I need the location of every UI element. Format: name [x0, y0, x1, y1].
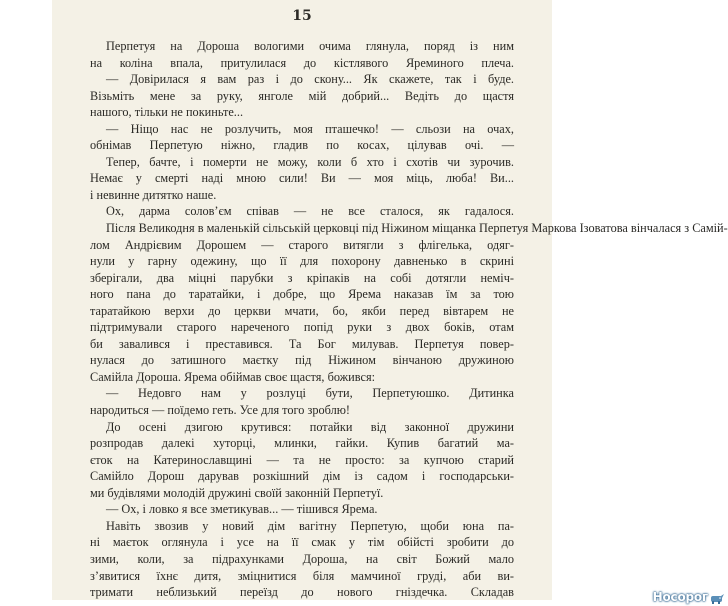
- text-line: Самійло Дорош дарував розкішний дім із садом і господарськи-: [90, 469, 514, 484]
- text-line: лом Андрієвим Дорошем — старого витягли з флігелька, одяг-: [90, 237, 514, 252]
- text-line: Самійла Дороша. Ярема обіймав своє щастя, божився:: [90, 369, 376, 384]
- text-line: Ох, дарма солов’єм співав — не все сталося, як гадалося.: [106, 204, 514, 219]
- text-line: зими, коли, за підрахунками Дороша, на світ Божий мало: [90, 551, 514, 566]
- page-number: 15: [292, 8, 312, 24]
- text-line: Після Великодня в маленькій сільській церковці під Ніжином міщанка Перпетуя Маркова Ізоватова вінчалася з Самій-: [106, 221, 728, 236]
- text-line: підтримували старого нареченого попід руки з двох боків, отам: [90, 320, 514, 335]
- text-line: тримати неблизький переїзд до нового гніздечка. Складав: [90, 585, 514, 600]
- text-line: і невинне дитятко наше.: [90, 187, 217, 202]
- text-line: — Недовго нам у розлуці бути, Перпетуюшко. Дитинка: [106, 386, 514, 401]
- text-line: обнімав Перпетую ніжно, гладив по косах, цілував очі. —: [90, 138, 514, 153]
- text-line: ного пана до таратайки, і добре, що Ярема наказав їм за тою: [90, 287, 514, 302]
- text-line: єток на Катеринославщині — та не просто: за купчою старий: [90, 452, 514, 467]
- text-line: ми будівлями молодій дружині своїй законній Перпетуї.: [90, 485, 384, 500]
- text-line: таратайкою верхи до церкви мчати, бо, якби перед вівтарем не: [90, 303, 514, 318]
- text-line: нашого, тільки не покиньте...: [90, 105, 244, 120]
- text-line: нулася до затишного маєтку під Ніжином вінчаною дружиною: [90, 353, 514, 368]
- text-line: зберігали, два міцні парубки з кріпаків на собі дотягли неміч-: [90, 270, 514, 285]
- watermark-text: Носорог: [652, 590, 708, 604]
- text-line: ні маєток оглянула і усе на її смак у тім обійсті зробити до: [90, 535, 514, 550]
- text-line: на коліна впала, притулилася до кістлявого Ярeминого плеча.: [90, 55, 514, 70]
- text-line: — Ніщо нас не розлучить, моя пташечко! — сльози на очах,: [106, 121, 514, 136]
- text-line: — Довірилася я вам раз і до скону... Як скажете, так і буде.: [106, 72, 514, 87]
- text-line: — Ох, і ловко я все зметикував... — тішився Ярема.: [106, 502, 378, 517]
- text-line: Тепер, бачте, і померти не можу, коли б хто і схотів чи зурочив.: [106, 154, 514, 169]
- text-line: би завалився і преставився. Та Бог милував. Перпетуя повер-: [90, 336, 514, 351]
- text-line: розпродав далекі хуторці, млинки, гайки. Купив багатий ма-: [90, 436, 514, 451]
- watermark: [653, 590, 724, 604]
- text-line: нули у гарну одежину, що її для похорону давненько в скрині: [90, 254, 514, 269]
- text-line: народиться — поїдемо геть. Усе для того зроблю!: [90, 403, 351, 418]
- rhino-icon: [710, 590, 724, 604]
- text-line: Навіть звозив у новий дім вагітну Перпетую, щоби юна па-: [106, 518, 514, 533]
- text-line: Візьміть мене за руку, янголе мій добрий... Ведіть до щастя: [90, 88, 514, 103]
- text-line: Перпетуя на Дороша вологими очима глянула, поряд із ним: [106, 39, 514, 53]
- text-line: Немає у смерті наді мною сили! Ви — моя міць, люба! Ви...: [90, 171, 514, 186]
- text-line: з’явитися їхнє дитя, зміцнитися біля мамчиної груді, аби ви-: [90, 568, 514, 583]
- text-line: До осені дзигою крутився: потайки від законної дружини: [106, 419, 514, 434]
